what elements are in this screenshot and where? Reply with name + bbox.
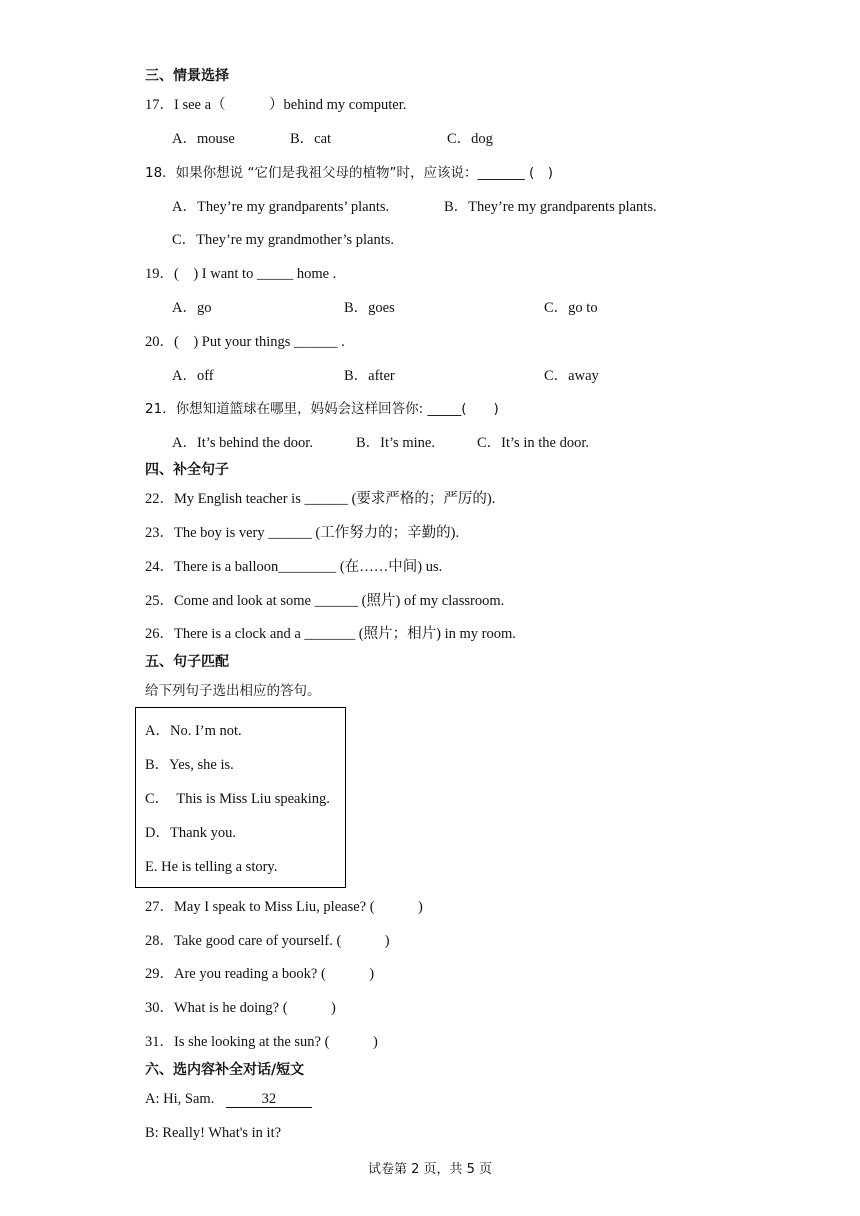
section-title-6: 六、选内容补全对话/短文 [145,1062,305,1078]
option-c: C． This is Miss Liu speaking. [145,791,330,807]
page-footer: 试卷第 2 页，共 5 页 [367,1162,493,1177]
question-31: 31．Is she looking at the sun? ( ) [145,1034,378,1050]
dialog-a1-text: A: Hi, Sam. [145,1091,215,1107]
question-29: 29．Are you reading a book? ( ) [145,966,375,982]
question-20: 20．( ) Put your things ______ . [145,334,345,350]
q20-option-c: C．away [544,368,599,384]
q21-option-b: B．It’s mine. [356,435,435,451]
question-18: 18．如果你想说 “它们是我祖父母的植物”时，应该说：_______ ( ) [145,165,554,181]
q19-option-a: A．go [172,300,212,316]
question-25: 25．Come and look at some ______ (照片) of my classroom. [145,593,505,609]
question-23: 23．The boy is very ______ (工作努力的；辛勤的). [145,525,460,541]
option-d: D．Thank you. [145,825,237,841]
dialog-line-a1 [145,1090,312,1108]
question-17: 17．I see a（ ）behind my computer. [145,97,407,113]
q18-option-a: A．They’re my grandparents’ plants. [172,199,390,215]
question-21: 21．你想知道篮球在哪里，妈妈会这样回答你: _____( ) [145,401,499,417]
q19-option-c: C．go to [544,300,598,316]
section-title-5: 五、句子匹配 [145,654,229,670]
q17-option-c: C．dog [447,131,493,147]
q18-option-b: B．They’re my grandparents plants. [444,199,657,215]
question-30: 30．What is he doing? ( ) [145,1000,336,1016]
match-instruction: 给下列句子选出相应的答句。 [145,683,321,699]
q21-option-c: C．It’s in the door. [477,435,589,451]
question-28: 28．Take good care of yourself. ( ) [145,933,390,949]
section-title-3: 三、情景选择 [145,68,229,84]
question-22: 22．My English teacher is ______ (要求严格的；严厉的). [145,491,496,507]
question-26: 26．There is a clock and a _______ (照片；相片) in my room. [145,626,516,642]
q19-option-b: B．goes [344,300,395,316]
blank-32 [226,1091,312,1108]
question-19: 19．( ) I want to _____ home . [145,266,337,282]
q20-option-b: B．after [344,368,395,384]
blank-32-number: 32 [261,1091,277,1107]
question-24: 24．There is a balloon________ (在……中间) us. [145,559,443,575]
q21-option-a: A．It’s behind the door. [172,435,313,451]
option-e: E. He is telling a story. [145,859,278,875]
q20-option-a: A．off [172,368,214,384]
option-b: B．Yes, she is. [145,757,234,773]
option-a: A．No. I’m not. [145,723,242,739]
q18-option-c: C．They’re my grandmother’s plants. [172,232,395,248]
dialog-line-b1: B: Really! What's in it? [145,1125,282,1141]
q17-option-a: A．mouse [172,131,235,147]
section-title-4: 四、补全句子 [145,462,229,478]
question-27: 27．May I speak to Miss Liu, please? ( ) [145,899,423,915]
q17-option-b: B．cat [290,131,332,147]
